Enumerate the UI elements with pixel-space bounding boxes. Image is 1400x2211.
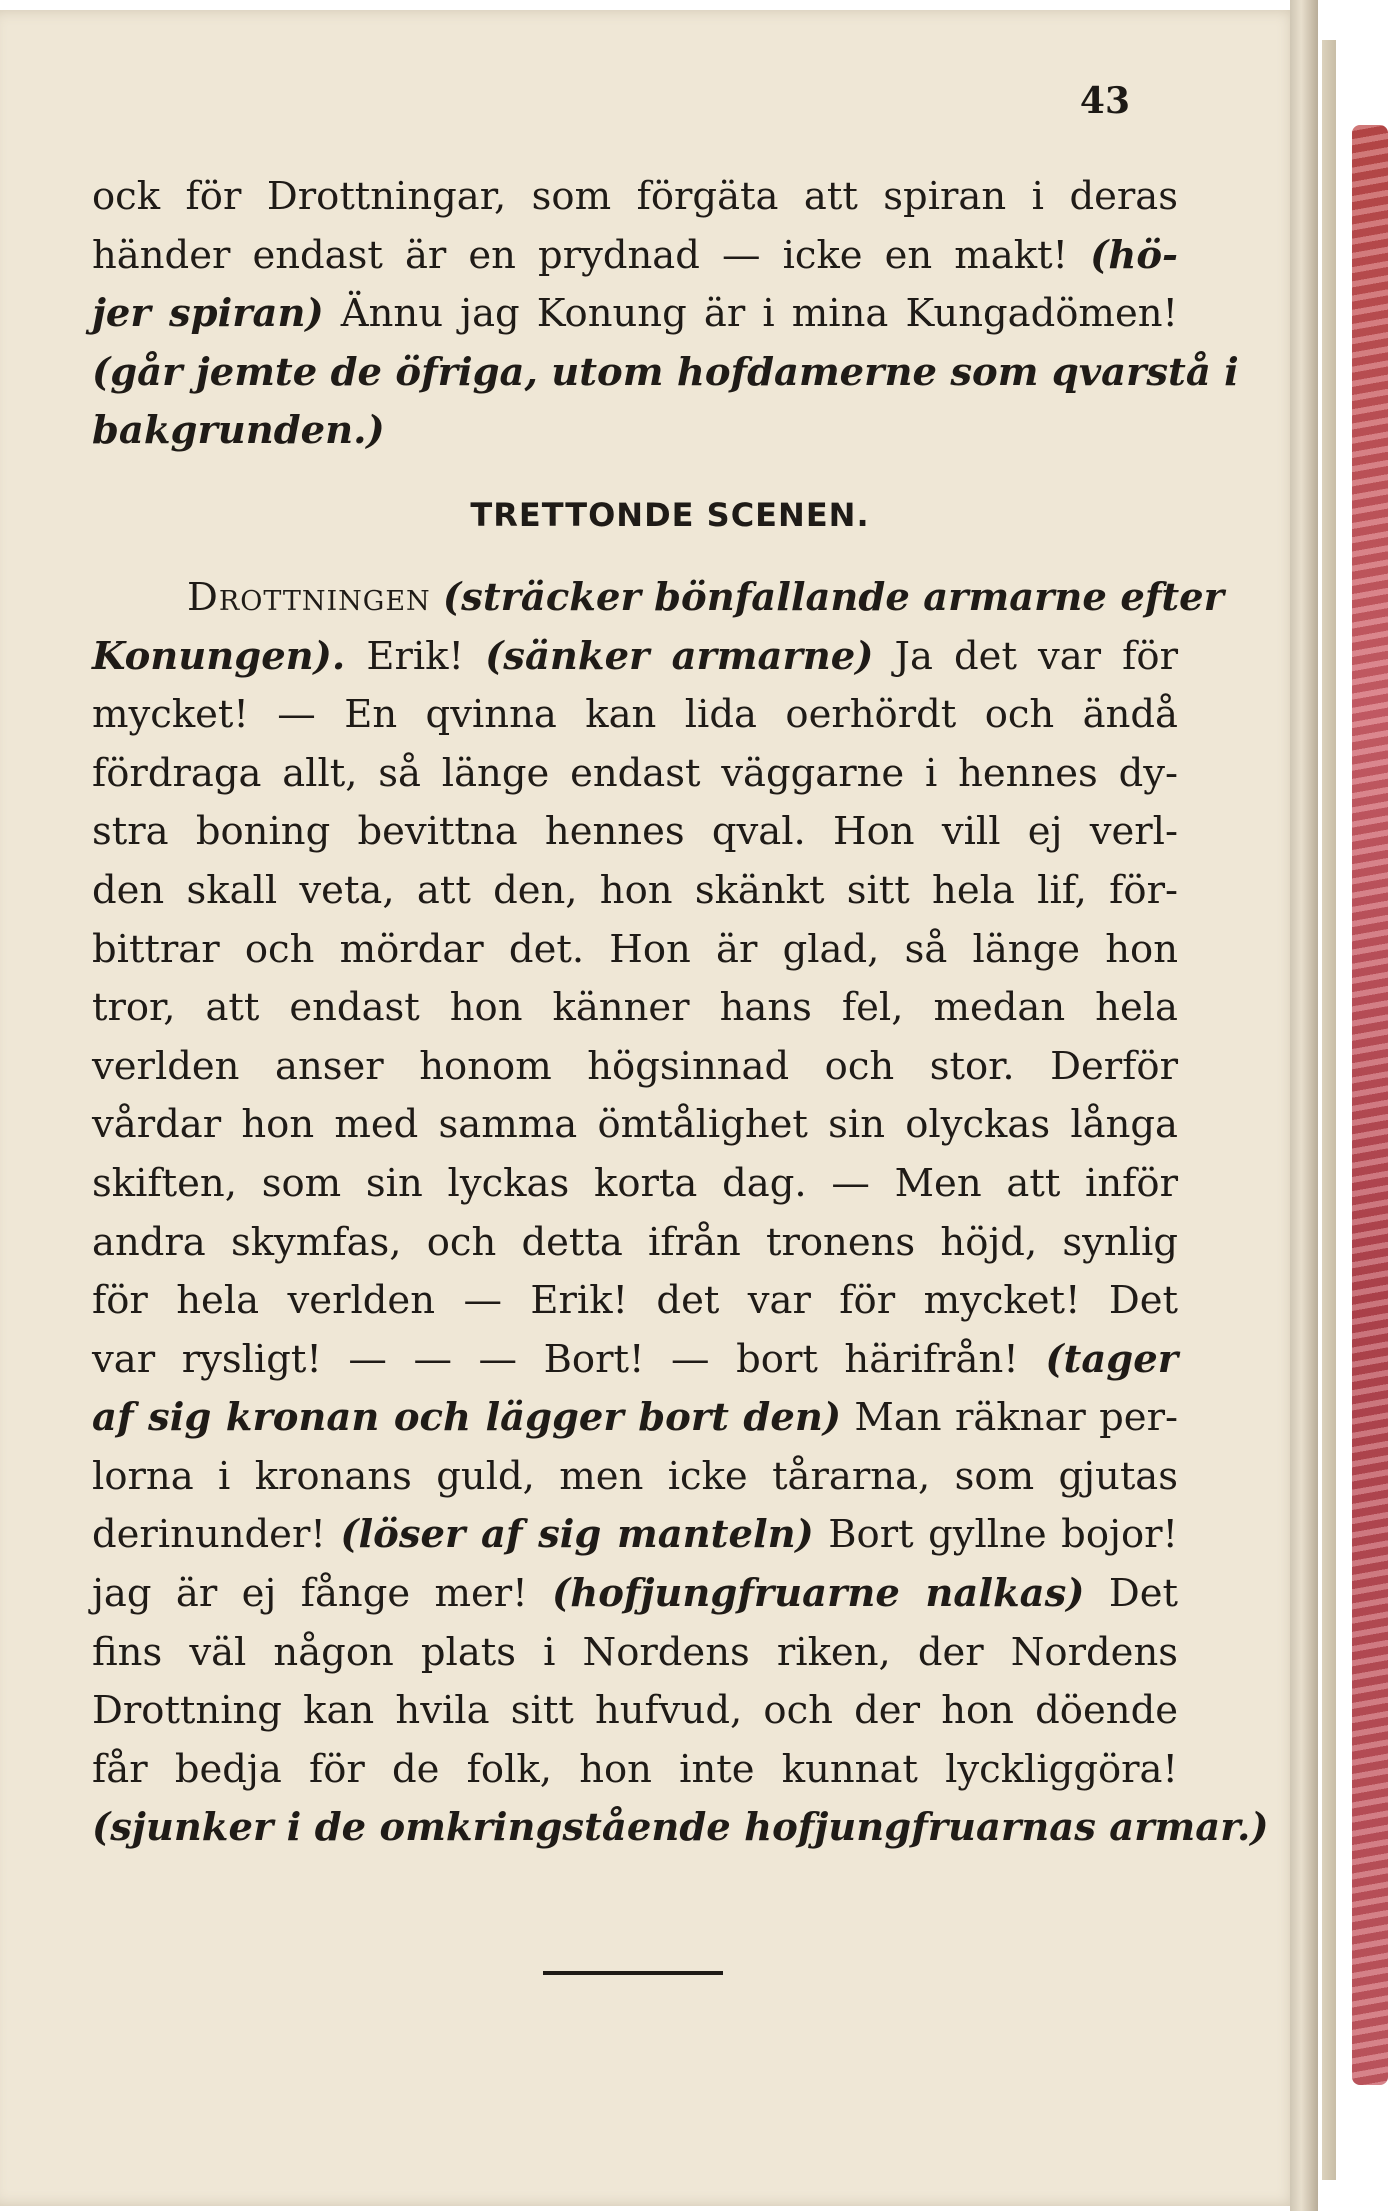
stage-direction: (sänker armarne) xyxy=(485,633,874,679)
text-line xyxy=(92,285,1178,344)
text-segment: fördraga allt, så länge endast väggarne i hennes dy- xyxy=(92,750,1178,796)
stage-direction: (tager xyxy=(1045,1336,1178,1382)
text-segment: Bort gyllne bojor! xyxy=(813,1512,1179,1558)
speaker-name: Drottningen xyxy=(187,574,431,620)
text-segment xyxy=(431,575,443,620)
text-line xyxy=(92,1506,1178,1565)
text-segment: var rysligt! — — — Bort! — bort härifrån! xyxy=(92,1336,1046,1382)
text-line xyxy=(92,1799,1269,1858)
text-line xyxy=(92,979,1178,1038)
text-segment: mycket! — En qvinna kan lida oerhördt och ändå xyxy=(92,692,1178,738)
text-segment: för hela verlden — Erik! det var för mycket! Det xyxy=(92,1278,1178,1324)
text-segment: Det xyxy=(1084,1571,1178,1617)
text-segment: stra boning bevittna hennes qval. Hon vill ej verl- xyxy=(92,809,1178,855)
text-segment: tror, att endast hon känner hans fel, medan hela xyxy=(92,985,1178,1031)
text-segment: Ja det var för xyxy=(873,633,1178,679)
text-segment: den skall veta, att den, hon skänkt sitt hela lif, för- xyxy=(92,867,1178,913)
text-line xyxy=(92,1272,1178,1331)
text-segment: Ännu jag Konung är i mina Kungadömen! xyxy=(323,291,1178,337)
text-line xyxy=(92,1565,1178,1624)
text-line xyxy=(92,628,1178,687)
text-line xyxy=(92,862,1178,921)
stage-direction: jer spiran) xyxy=(92,291,324,337)
marbled-binding-edge xyxy=(1352,125,1388,2085)
text-line xyxy=(92,227,1178,286)
text-segment: bittrar och mördar det. Hon är glad, så länge hon xyxy=(92,926,1178,972)
text-line xyxy=(92,1682,1178,1741)
stage-direction: (sträcker bönfallande armarne efter xyxy=(442,574,1224,620)
page-number: 43 xyxy=(1079,80,1130,122)
text-segment: jag är ej fånge mer! xyxy=(92,1571,553,1617)
text-segment: Drottning kan hvila sitt hufvud, och der hon döende xyxy=(92,1688,1178,1734)
text-segment: fins väl någon plats i Nordens riken, der Nordens xyxy=(92,1629,1178,1675)
text-segment: händer endast är en prydnad — icke en makt! xyxy=(92,232,1091,278)
text-block xyxy=(92,168,1269,1858)
end-rule xyxy=(543,1971,723,1975)
text-line xyxy=(92,921,1178,980)
text-line xyxy=(92,1448,1178,1507)
text-segment: Man räknar per- xyxy=(841,1395,1178,1441)
text-line xyxy=(92,1155,1178,1214)
stage-direction: Konungen). xyxy=(92,633,346,679)
text-segment: derinunder! xyxy=(92,1512,341,1558)
text-line xyxy=(92,569,1224,628)
stage-direction: bakgrunden.) xyxy=(92,408,385,454)
intro-paragraph xyxy=(92,168,1239,461)
text-line xyxy=(92,1331,1178,1390)
stage-direction: af sig kronan och lägger bort den) xyxy=(92,1395,842,1441)
text-line xyxy=(92,686,1178,745)
text-line xyxy=(92,1389,1178,1448)
text-segment: skiften, som sin lyckas korta dag. — Men att inför xyxy=(92,1160,1178,1206)
text-line xyxy=(92,402,1178,461)
stage-direction: (går jemte de öfriga, utom hofdamerne som qvarstå i xyxy=(92,349,1239,395)
text-line xyxy=(92,344,1239,403)
text-line xyxy=(92,168,1178,227)
speech-paragraph xyxy=(92,569,1269,1858)
book-spine xyxy=(1322,40,1336,2180)
text-line xyxy=(92,1096,1178,1155)
text-segment: andra skymfas, och detta ifrån tronens höjd, synlig xyxy=(92,1219,1178,1265)
text-line xyxy=(92,1624,1178,1683)
stage-direction: (sjunker i de omkringstående hofjungfruarnas armar.) xyxy=(92,1805,1269,1851)
text-segment: Erik! xyxy=(345,633,486,679)
page-edge xyxy=(1290,0,1318,2211)
text-line xyxy=(92,1214,1178,1273)
text-segment: verlden anser honom högsinnad och stor. Derför xyxy=(92,1043,1178,1089)
stage-direction: (hö- xyxy=(1090,232,1178,278)
stage-direction: (hofjungfruarne nalkas) xyxy=(552,1571,1085,1617)
text-line xyxy=(92,745,1178,804)
text-line xyxy=(92,1741,1178,1800)
text-segment: vårdar hon med samma ömtålighet sin olyckas långa xyxy=(92,1102,1178,1148)
text-line xyxy=(92,803,1178,862)
scene-heading: TRETTONDE SCENEN. xyxy=(470,495,870,534)
stage-direction: (löser af sig manteln) xyxy=(340,1512,814,1558)
text-segment: ock för Drottningar, som förgäta att spiran i deras xyxy=(92,174,1178,219)
text-segment: lorna i kronans guld, men icke tårarna, som gjutas xyxy=(92,1453,1178,1499)
text-line xyxy=(92,1038,1178,1097)
text-segment: får bedja för de folk, hon inte kunnat lyckliggöra! xyxy=(92,1746,1178,1792)
